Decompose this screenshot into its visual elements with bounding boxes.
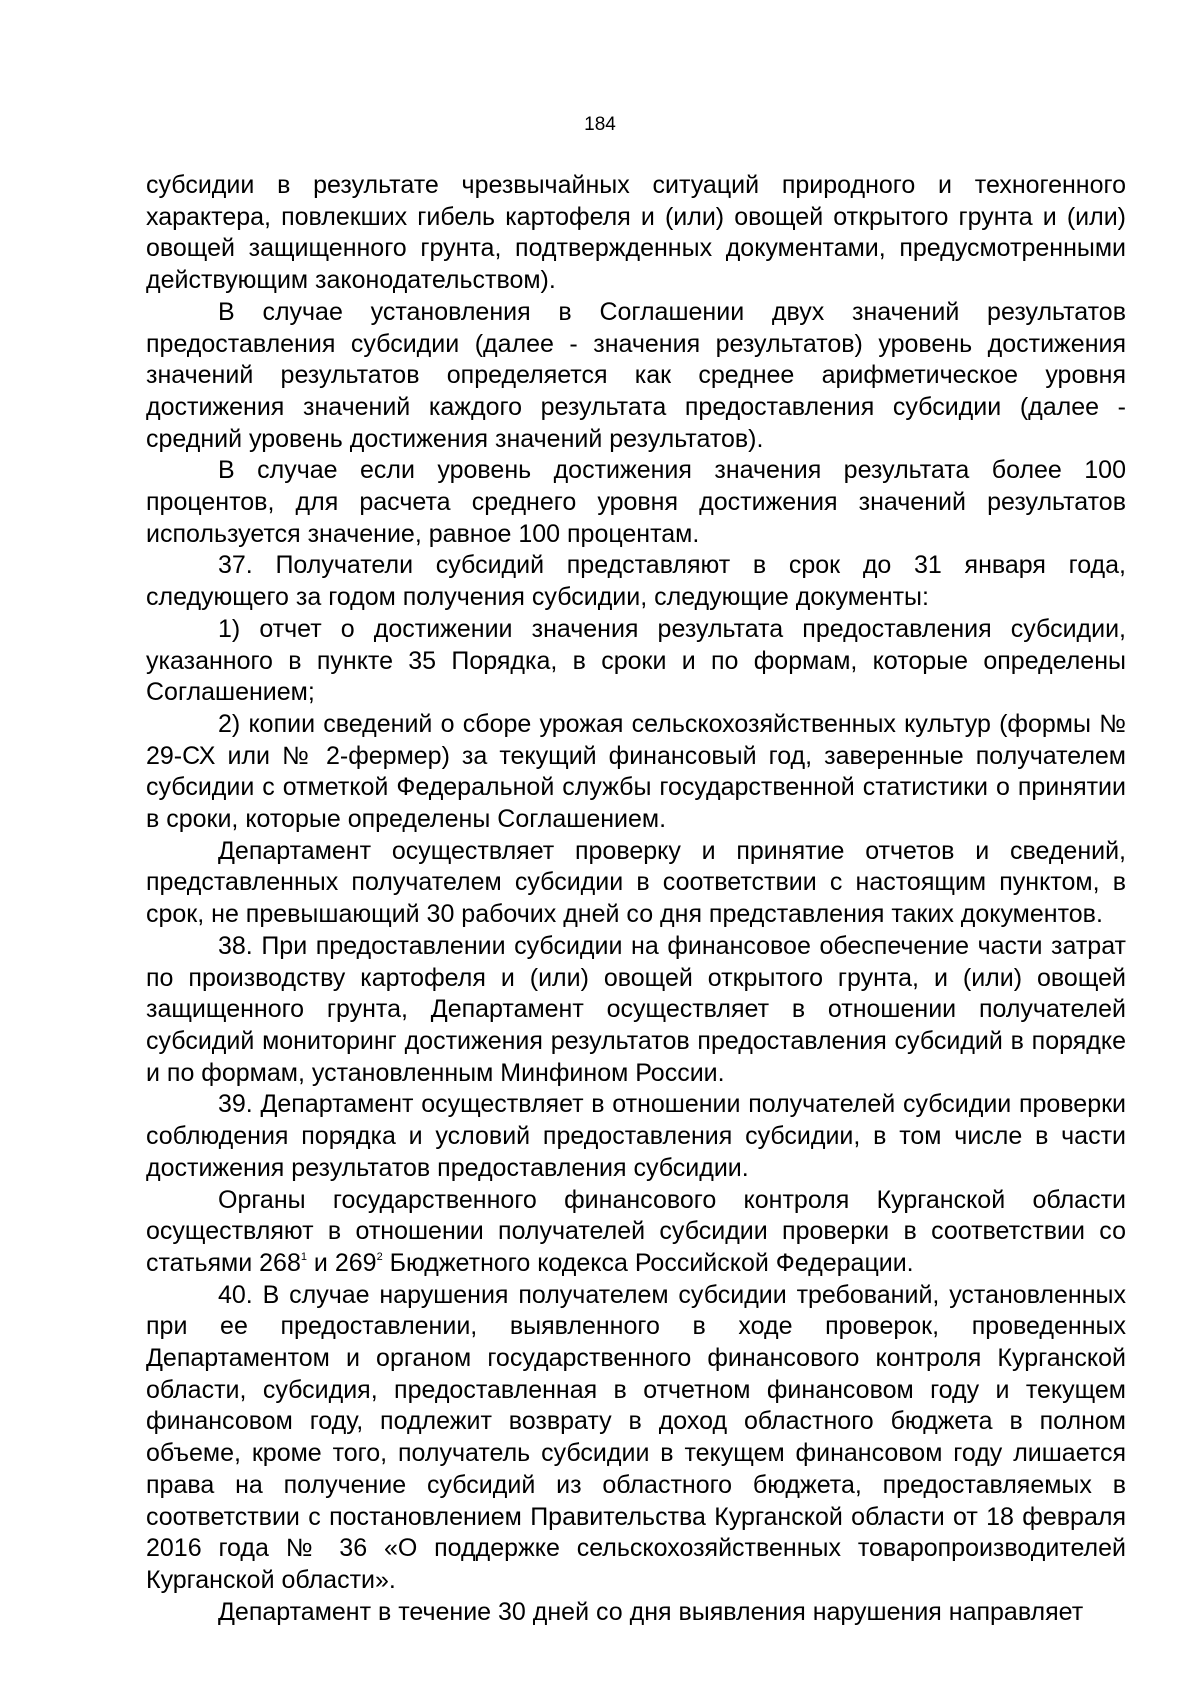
paragraph-item-37: 37. Получатели субсидий представляют в срок до 31 января года, следующего за годом получения субсидии, следующие документы: xyxy=(146,551,1126,612)
paragraph-item-40: 40. В случае нарушения получателем субсидии требований, установленных при ее предоставлении, выявленного в ходе проверок, проведенных Департаментом и органом государственного финансового контроля Курганской области, субсидия, предоставленная в отчетном финансовом году и текущем финансовом году, подлежит возврату в доход областного бюджета в полном объеме, кроме того, получатель субсидии в текущем финансовом году лишается права на получение субсидий из областного бюджета, предоставляемых в соответствии с постановлением Правительства Курганской области от 18 февраля 2016 года № 36 «О поддержке сельскохозяйственных товаропроизводителей Курганской области». xyxy=(146,1280,1126,1594)
paragraph-item-37-2: 2) копии сведений о сборе урожая сельскохозяйственных культур (формы № 29-СХ или № 2-фермер) за текущий финансовый год, заверенные получателем субсидии с отметкой Федеральной службы государственной статистики о принятии в сроки, которые определены Соглашением. xyxy=(146,709,1126,834)
paragraph-item-38: 38. При предоставлении субсидии на финансовое обеспечение части затрат по производству картофеля и (или) овощей открытого грунта, и (или) овощей защищенного грунта, Департамент осуществляет в отношении получателей субсидий мониторинг достижения результатов предоставления субсидий в порядке и по формам, установленным Минфином России. xyxy=(146,931,1126,1087)
paragraph-item-37-1: 1) отчет о достижении значения результата предоставления субсидии, указанного в пункте 35 Порядка, в сроки и по формам, которые определены Соглашением; xyxy=(146,614,1126,707)
paragraph-department-notice: Департамент в течение 30 дней со дня выявления нарушения направляет xyxy=(218,1597,1084,1626)
page-number: 184 xyxy=(584,114,616,135)
paragraph-department-check: Департамент осуществляет проверку и принятие отчетов и сведений, представленных получателем субсидии в соответствии с настоящим пунктом, в срок, не превышающий 30 рабочих дней со дня представления таких документов. xyxy=(146,836,1126,929)
paragraph-over-100-percent: В случае если уровень достижения значения результата более 100 процентов, для расчета среднего уровня достижения значений результатов используется значение, равное 100 процентам. xyxy=(146,456,1126,548)
paragraph-item-39: 39. Департамент осуществляет в отношении получателей субсидии проверки соблюдения порядка и условий предоставления субсидии, в том числе в части достижения результатов предоставления субсидии. xyxy=(146,1090,1126,1182)
financial-control-text-end: Бюджетного кодекса Российской Федерации. xyxy=(382,1248,914,1277)
financial-control-text: Органы государственного финансового контроля Курганской области осуществляют в отношении получателей субсидии проверки в соответствии со статьями 268 xyxy=(146,1185,1126,1277)
footnote-marker-2: 2 xyxy=(376,1250,383,1263)
footnote-marker-1: 1 xyxy=(300,1250,307,1263)
paragraph-two-results: В случае установления в Соглашении двух значений результатов предоставления субсидии (далее - значения результатов) уровень достижения значений результатов определяется как среднее арифметическое уровня достижения значений каждого результата предоставления субсидии (далее - средний уровень достижения значений результатов). xyxy=(146,297,1126,453)
paragraph-financial-control xyxy=(146,1185,1126,1280)
document-body xyxy=(146,170,1126,1628)
paragraph-continuation: субсидии в результате чрезвычайных ситуаций природного и техногенного характера, повлекших гибель картофеля и (или) овощей открытого грунта и (или) овощей защищенного грунта, подтвержденных документами, предусмотренными действующим законодательством). xyxy=(146,171,1126,295)
financial-control-text-middle: и 269 xyxy=(306,1248,377,1277)
